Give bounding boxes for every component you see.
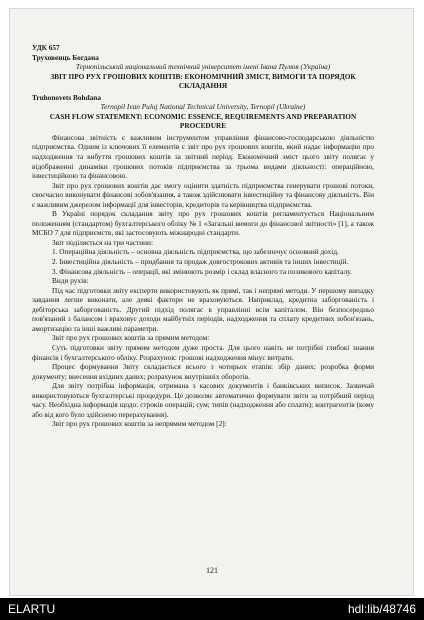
document-page	[9, 8, 414, 596]
paragraph: Звіт про рух грошових коштів дає змогу оцінити здатність підприємства генерувати грошові потоки, своєчасно виконувати фінансові зобов'язання, а також здійснювати інвестиційну та фінансову діяльність. Він є важливим джерелом інформації для інвесторів, кредиторів та керівництва підприємства.	[32, 180, 374, 209]
affiliation-ua: Тернопільський національний технічний університет імені Івана Пулюя (Україна)	[75, 62, 331, 72]
paragraph: Звіт про рух грошових коштів за непрямим методом [2]:	[52, 419, 227, 429]
author-en: Truhonovets Bohdana	[32, 92, 102, 102]
footer-bar	[0, 598, 424, 620]
paragraph: Суть підготовки звіту прямим методом дуже проста. Для цього навіть не потрібні глибокі знання фінансів і бухгалтерського обліку. Розрахунок: грошові надходження мінус витрати.	[32, 342, 374, 362]
paragraph: Для звіту потрібна інформація, отримана з касових документів і банківських виписок. Зазвичай використовуються бухгалтерські процедури. Це дозволяє автоматично формувати звіти за потрібний період часу. Необхідна інформація щодо: строків операцій; сум; типів (надходження або сплати); контрагентів (кому або від кого було здійснено перерахування).	[32, 381, 374, 419]
paragraph: Під час підготовки звіту експерти використовують як прямі, так і непрямі методи. У першому випадку завдання легше виконати, але деякі фактори не враховуються. Наприклад, кредитна заборгованість і дебіторська заборгованість. Другий підхід полягає в управлінні всім капіталом. Він безпосередньо пов'язаний з балансом і враховує доходи майбутніх періодів, надходження та сплату кредитних зобов'язань, амортизацію та інші важливі параметри.	[32, 285, 374, 333]
list-item: 1. Операційна діяльність – основна діяльність підприємства, що забезпечує основний дохід.	[52, 247, 339, 257]
list-item: 2. Інвестиційна діяльність – придбання та продаж довгострокових активів та інших інвестицій.	[52, 257, 349, 267]
page-content	[32, 43, 374, 429]
udc-code: УДК 657	[32, 43, 60, 52]
paragraph: Звіт про рух грошових коштів за прямим методом:	[52, 333, 210, 343]
affiliation-en: Ternopil Ivan Puluj National Technical University, Ternopil (Ukraine)	[100, 102, 306, 112]
paragraph: Види рухів:	[52, 276, 89, 286]
title-ua: ЗВІТ ПРО РУХ ГРОШОВИХ КОШТІВ: ЕКОНОМІЧНИЙ ЗМІСТ, ВИМОГИ ТА ПОРЯДОК СКЛАДАННЯ	[50, 71, 356, 91]
paragraph: Звіт поділяється на три частини:	[52, 237, 153, 247]
list-item: 3. Фінансова діяльність – операції, які змінюють розмір і склад власного та позикового капіталу.	[52, 266, 352, 276]
paragraph: В Україні порядок складання звіту про рух грошових коштів регламентується Національним положенням (стандартом) бухгалтерського обліку № 1 «Загальні вимоги до фінансової звітності» [1], а також МСБО 7 для підприємств, які застосовують міжнародні стандарти.	[32, 209, 374, 238]
author-ua: Труховенць Богдана	[32, 52, 99, 62]
paragraph: Процес формування Звіту складається всього з чотирьох етапів: збір даних; розробка форми документу; внесення вхідних даних; розрахунок внутрішніх оборотів.	[32, 362, 374, 381]
title-en: CASH FLOW STATEMENT: ECONOMIC ESSENCE, REQUIREMENTS AND PREPARATION PROCEDURE	[49, 111, 357, 131]
page-number: 121	[206, 566, 218, 575]
paragraph: Фінансова звітність є важливим інструментом управління фінансово-господарською діяльністю підприємства. Одним із ключових її елементів є звіт про рух грошових коштів, який надає інформацію про надходження та вибуття грошових коштів за звітний період. Економічний зміст цього звіту полягає у відображенні динаміки грошових потоків підприємства за трьома видами діяльності: операційною, інвестиційною та фінансовою.	[32, 132, 374, 181]
footer-handle-label: hdl:lib/48746	[347, 602, 416, 616]
footer-repository-label: ELARTU	[8, 602, 56, 616]
